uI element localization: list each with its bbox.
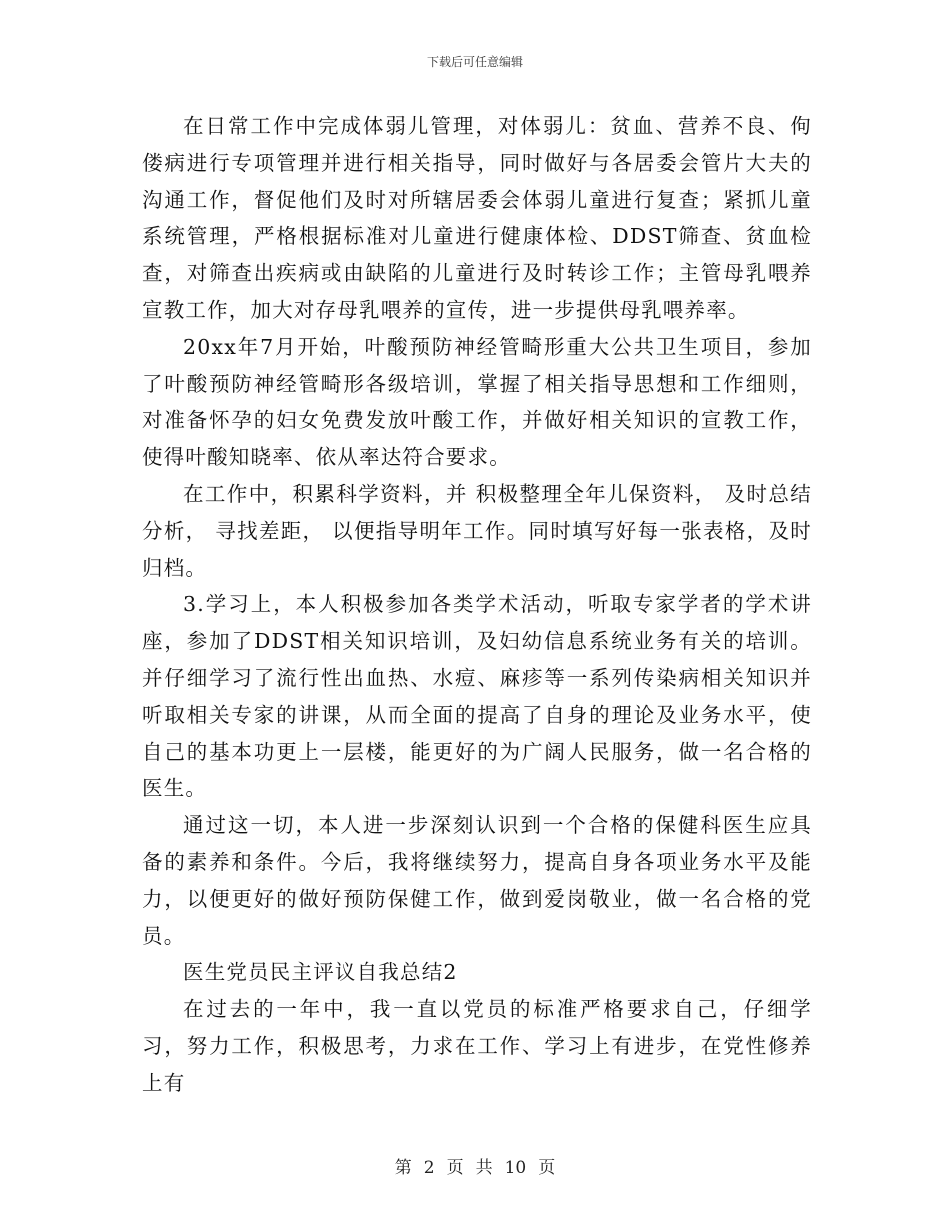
section-heading-summary-2: 医生党员民主评议自我总结2 — [183, 960, 458, 985]
footer-total-label: 共 — [475, 1158, 493, 1178]
page-footer — [0, 1153, 950, 1178]
paragraph-summary-2-intro: 在过去的一年中，我一直以党员的标准严格要求自己，仔细学习，努力工作，积极思考，力求在工作、学习上有进步，在党性修养上有 — [142, 997, 812, 1095]
footer-total-pages: 10 — [504, 1158, 527, 1178]
footer-current-page: 2 — [423, 1158, 435, 1178]
paragraph-folic-acid-project: 20xx年7月开始，叶酸预防神经管畸形重大公共卫生项目，参加了叶酸预防神经管畸形各级培训，掌握了相关指导思想和工作细则，对准备怀孕的妇女免费发放叶酸工作，并做好相关知识的宣教工作，使得叶酸知晓率、依从率达符合要求。 — [142, 334, 812, 470]
paragraph-data-archiving: 在工作中，积累科学资料，并 积极整理全年儿保资料， 及时总结分析， 寻找差距， 以便指导明年工作。同时填写好每一张表格，及时归档。 — [142, 481, 812, 580]
paragraph-study-training: 3.学习上，本人积极参加各类学术活动，听取专家学者的学术讲座，参加了DDST相关知识培训，及妇幼信息系统业务有关的培训。并仔细学习了流行性出血热、水痘、麻疹等一系列传染病相关知识并听取相关专家的讲课，从而全面的提高了自身的理论及业务水平，使自己的基本功更上一层楼，能更好的为广阔人民服务，做一名合格的医生。 — [142, 592, 812, 801]
footer-page-label: 第 — [394, 1158, 412, 1178]
page-header-note: 下载后可任意编辑 — [426, 55, 523, 69]
paragraph-weak-child-management: 在日常工作中完成体弱儿管理，对体弱儿：贫血、营养不良、佝偻病进行专项管理并进行相关指导，同时做好与各居委会管片大夫的沟通工作，督促他们及时对所辖居委会体弱儿童进行复查；紧抓儿童系统管理，严格根据标准对儿童进行健康体检、DDST筛查、贫血检查，对筛查出疾病或由缺陷的儿童进行及时转诊工作；主管母乳喂养宣教工作，加大对存母乳喂养的宣传，进一步提供母乳喂养率。 — [142, 114, 812, 322]
footer-page-word: 页 — [446, 1158, 464, 1178]
paragraph-conclusion: 通过这一切，本人进一步深刻认识到一个合格的保健科医生应具备的素养和条件。今后，我将继续努力，提高自身各项业务水平及能力，以便更好的做好预防保健工作，做到爱岗敬业，做一名合格的党员。 — [142, 813, 812, 948]
footer-page-word-end: 页 — [538, 1158, 556, 1178]
document-body — [142, 108, 812, 1102]
